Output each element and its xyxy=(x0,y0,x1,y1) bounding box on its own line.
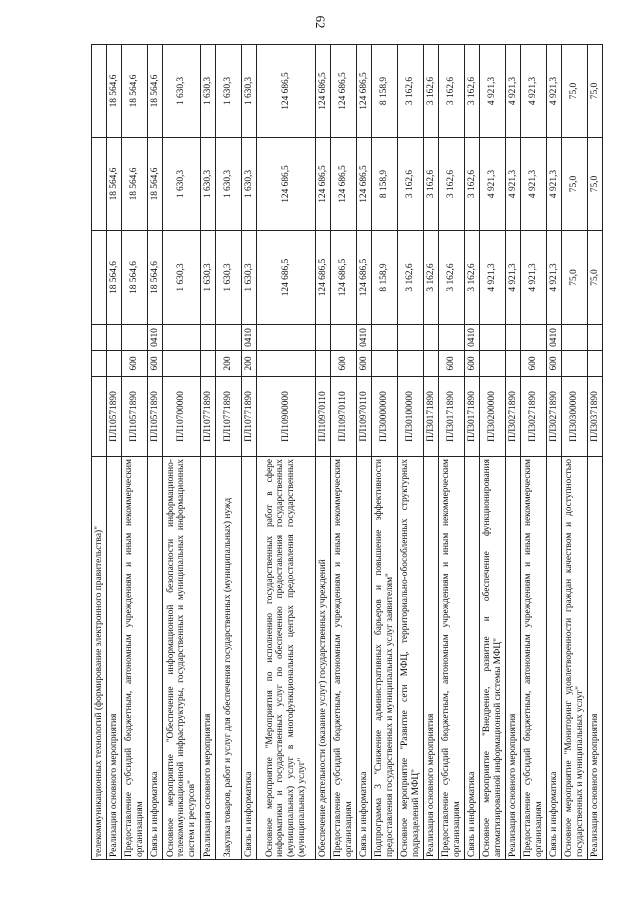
cell-vr xyxy=(424,351,439,377)
cell-code: ПЛ30271890 xyxy=(547,377,562,457)
cell-v3: 75,0 xyxy=(562,45,588,138)
cell-rz xyxy=(480,325,506,351)
table-row xyxy=(201,45,216,860)
cell-v1: 4 921,3 xyxy=(521,231,547,325)
table-row xyxy=(465,45,480,860)
cell-v3: 4 921,3 xyxy=(521,45,547,138)
cell-code: ПЛ30271890 xyxy=(506,377,521,457)
cell-v2: 124 686,5 xyxy=(357,138,372,231)
cell-vr xyxy=(372,351,398,377)
cell-vr: 600 xyxy=(547,351,562,377)
cell-v2: 8 158,9 xyxy=(372,138,398,231)
rotated-table-area xyxy=(91,45,600,860)
table-row xyxy=(122,45,148,860)
cell-vr xyxy=(201,351,216,377)
cell-v2: 124 686,5 xyxy=(257,138,316,231)
cell-v3: 3 162,6 xyxy=(439,45,465,138)
cell-v1: 3 162,6 xyxy=(439,231,465,325)
cell-name: Реализация основного мероприятия xyxy=(506,457,521,860)
cell-v2: 75,0 xyxy=(588,138,603,231)
cell-vr: 600 xyxy=(465,351,480,377)
page-number: 62 xyxy=(313,15,328,29)
cell-rz xyxy=(107,325,122,351)
table-row xyxy=(506,45,521,860)
cell-rz: 0410 xyxy=(148,325,163,351)
cell-v3: 18 564,6 xyxy=(148,45,163,138)
cell-v3: 18 564,6 xyxy=(107,45,122,138)
table-wrapper xyxy=(91,45,600,860)
cell-rz xyxy=(424,325,439,351)
cell-name: Реализация основного мероприятия xyxy=(107,457,122,860)
cell-vr: 600 xyxy=(122,351,148,377)
cell-rz xyxy=(201,325,216,351)
cell-code: ПЛ30171890 xyxy=(465,377,480,457)
cell-v1: 1 630,3 xyxy=(163,231,201,325)
table-row xyxy=(216,45,242,860)
table-row xyxy=(257,45,316,860)
table-row xyxy=(547,45,562,860)
cell-vr: 600 xyxy=(521,351,547,377)
cell-rz xyxy=(163,325,201,351)
cell-v2: 18 564,6 xyxy=(148,138,163,231)
table-row xyxy=(562,45,588,860)
cell-rz xyxy=(398,325,424,351)
cell-rz: 0410 xyxy=(357,325,372,351)
cell-v1: 124 686,5 xyxy=(316,231,331,325)
cell-code: ПЛ10970110 xyxy=(316,377,331,457)
cell-v2: 124 686,5 xyxy=(316,138,331,231)
table-row xyxy=(439,45,465,860)
cell-rz: 0410 xyxy=(242,325,257,351)
cell-v2: 3 162,6 xyxy=(465,138,480,231)
cell-v3: 124 686,5 xyxy=(357,45,372,138)
cell-name: Реализация основного мероприятия xyxy=(424,457,439,860)
budget-table xyxy=(91,44,603,860)
cell-vr xyxy=(92,351,107,377)
cell-code: ПЛ10571890 xyxy=(107,377,122,457)
cell-name: Подпрограмма 3 "Снижение административных барьеров и повышение эффективности предоставления государственных и муниципальных услуг заявителям" xyxy=(372,457,398,860)
cell-v1: 75,0 xyxy=(588,231,603,325)
cell-rz xyxy=(316,325,331,351)
cell-v3: 1 630,3 xyxy=(216,45,242,138)
cell-v2: 1 630,3 xyxy=(216,138,242,231)
cell-name: Обеспечение деятельности (оказание услуг) государственных учреждений xyxy=(316,457,331,860)
cell-v1: 4 921,3 xyxy=(506,231,521,325)
cell-name: Основное мероприятие "Развитие сети МФЦ, территориально-обособленных структурных подразделений МФЦ" xyxy=(398,457,424,860)
cell-name: Реализация основного мероприятия xyxy=(201,457,216,860)
table-row xyxy=(163,45,201,860)
cell-v3: 124 686,5 xyxy=(257,45,316,138)
cell-v3: 3 162,6 xyxy=(424,45,439,138)
cell-v1: 4 921,3 xyxy=(547,231,562,325)
cell-v1: 8 158,9 xyxy=(372,231,398,325)
cell-vr: 600 xyxy=(148,351,163,377)
cell-v3: 75,0 xyxy=(588,45,603,138)
cell-v1: 3 162,6 xyxy=(398,231,424,325)
cell-name: Предоставление субсидий бюджетным, автономным учреждениям и иным некоммерческим организациям xyxy=(439,457,465,860)
cell-v2: 4 921,3 xyxy=(506,138,521,231)
cell-vr: 600 xyxy=(331,351,357,377)
cell-v1: 3 162,6 xyxy=(424,231,439,325)
cell-v2: 75,0 xyxy=(562,138,588,231)
cell-v2: 1 630,3 xyxy=(201,138,216,231)
table-row xyxy=(92,45,107,860)
cell-rz xyxy=(257,325,316,351)
cell-v1: 18 564,6 xyxy=(148,231,163,325)
table-row xyxy=(398,45,424,860)
cell-name: Предоставление субсидий бюджетным, автономным учреждениям и иным некоммерческим организациям xyxy=(521,457,547,860)
cell-vr xyxy=(398,351,424,377)
cell-rz xyxy=(92,325,107,351)
cell-code: ПЛ30200000 xyxy=(480,377,506,457)
cell-v1: 3 162,6 xyxy=(465,231,480,325)
cell-vr xyxy=(107,351,122,377)
table-row xyxy=(316,45,331,860)
cell-v1 xyxy=(92,231,107,325)
cell-rz xyxy=(562,325,588,351)
cell-v1: 1 630,3 xyxy=(216,231,242,325)
cell-v1: 75,0 xyxy=(562,231,588,325)
cell-v1: 18 564,6 xyxy=(122,231,148,325)
cell-name: Основное мероприятие "Внедрение, развитие и обеспечение функционирования автоматизированной информационной системы МФЦ" xyxy=(480,457,506,860)
cell-code: ПЛ30100000 xyxy=(398,377,424,457)
table-row xyxy=(331,45,357,860)
cell-v1: 4 921,3 xyxy=(480,231,506,325)
cell-code: ПЛ10700000 xyxy=(163,377,201,457)
cell-code: ПЛ30171890 xyxy=(424,377,439,457)
cell-code: ПЛ10970110 xyxy=(331,377,357,457)
cell-v2: 124 686,5 xyxy=(331,138,357,231)
cell-code: ПЛ10771890 xyxy=(216,377,242,457)
cell-v1: 124 686,5 xyxy=(357,231,372,325)
cell-code: ПЛ30000000 xyxy=(372,377,398,457)
cell-name: Связь и информатика xyxy=(148,457,163,860)
cell-rz xyxy=(588,325,603,351)
cell-code: ПЛ10571890 xyxy=(148,377,163,457)
cell-v1: 1 630,3 xyxy=(242,231,257,325)
table-row xyxy=(588,45,603,860)
cell-v3: 18 564,6 xyxy=(122,45,148,138)
cell-v2: 4 921,3 xyxy=(547,138,562,231)
cell-v2: 3 162,6 xyxy=(424,138,439,231)
cell-name: Предоставление субсидий бюджетным, автономным учреждениям и иным некоммерческим организациям xyxy=(331,457,357,860)
cell-name: телекоммуникационных технологий (формирование электронного правительства)" xyxy=(92,457,107,860)
cell-rz: 0410 xyxy=(465,325,480,351)
table-row xyxy=(242,45,257,860)
cell-vr xyxy=(316,351,331,377)
cell-name: Реализация основного мероприятия xyxy=(588,457,603,860)
cell-code: ПЛ10771890 xyxy=(242,377,257,457)
cell-v3: 4 921,3 xyxy=(480,45,506,138)
cell-code: ПЛ10970110 xyxy=(357,377,372,457)
cell-vr xyxy=(163,351,201,377)
cell-code: ПЛ30271890 xyxy=(521,377,547,457)
cell-v3: 124 686,5 xyxy=(331,45,357,138)
cell-vr: 600 xyxy=(439,351,465,377)
cell-v2: 1 630,3 xyxy=(242,138,257,231)
cell-rz xyxy=(216,325,242,351)
cell-v2: 4 921,3 xyxy=(480,138,506,231)
cell-name: Основное мероприятие "Обеспечение информационной безопасности информационно-телекоммуникационной инфраструктуры, государственных и муниципальных информационных систем и ресурсов" xyxy=(163,457,201,860)
cell-name: Основное мероприятие "Мероприятия по исполнению государственных работ в сфере информатики и государственных услуг по обеспечению предоставления государственных (муниципальных) услуг в многофункциональных центрах предоставления государственных (муниципальных) услуг" xyxy=(257,457,316,860)
cell-rz xyxy=(521,325,547,351)
table-body xyxy=(92,45,603,860)
cell-rz xyxy=(439,325,465,351)
cell-v3: 3 162,6 xyxy=(398,45,424,138)
table-row xyxy=(372,45,398,860)
cell-v1: 124 686,5 xyxy=(257,231,316,325)
cell-vr xyxy=(562,351,588,377)
cell-code: ПЛ30171890 xyxy=(439,377,465,457)
cell-code: ПЛ30371890 xyxy=(588,377,603,457)
cell-v3: 1 630,3 xyxy=(242,45,257,138)
table-row xyxy=(357,45,372,860)
table-row xyxy=(148,45,163,860)
cell-rz xyxy=(506,325,521,351)
cell-v3 xyxy=(92,45,107,138)
cell-code: ПЛ10771890 xyxy=(201,377,216,457)
cell-name: Связь и информатика xyxy=(547,457,562,860)
cell-v2: 1 630,3 xyxy=(163,138,201,231)
cell-vr: 200 xyxy=(242,351,257,377)
cell-code: ПЛ30300000 xyxy=(562,377,588,457)
cell-vr xyxy=(588,351,603,377)
cell-name: Связь и информатика xyxy=(357,457,372,860)
cell-v1: 1 630,3 xyxy=(201,231,216,325)
cell-name: Связь и информатика xyxy=(465,457,480,860)
cell-name: Предоставление субсидий бюджетным, автономным учреждениям и иным некоммерческим организациям xyxy=(122,457,148,860)
table-row xyxy=(424,45,439,860)
table-row xyxy=(521,45,547,860)
cell-v3: 124 686,5 xyxy=(316,45,331,138)
cell-rz xyxy=(372,325,398,351)
cell-v2: 3 162,6 xyxy=(439,138,465,231)
cell-vr: 200 xyxy=(216,351,242,377)
cell-v3: 3 162,6 xyxy=(465,45,480,138)
cell-v2: 18 564,6 xyxy=(107,138,122,231)
cell-v1: 124 686,5 xyxy=(331,231,357,325)
cell-v1: 18 564,6 xyxy=(107,231,122,325)
cell-v3: 1 630,3 xyxy=(163,45,201,138)
cell-vr xyxy=(257,351,316,377)
cell-v3: 4 921,3 xyxy=(506,45,521,138)
cell-rz xyxy=(122,325,148,351)
cell-v2: 18 564,6 xyxy=(122,138,148,231)
cell-name: Связь и информатика xyxy=(242,457,257,860)
cell-vr xyxy=(480,351,506,377)
cell-name: Закупка товаров, работ и услуг для обеспечения государственных (муниципальных) нужд xyxy=(216,457,242,860)
cell-v2 xyxy=(92,138,107,231)
cell-rz xyxy=(331,325,357,351)
cell-code: ПЛ10900000 xyxy=(257,377,316,457)
cell-vr: 600 xyxy=(357,351,372,377)
cell-v3: 8 158,9 xyxy=(372,45,398,138)
table-row xyxy=(480,45,506,860)
cell-v3: 4 921,3 xyxy=(547,45,562,138)
table-row xyxy=(107,45,122,860)
cell-code xyxy=(92,377,107,457)
cell-name: Основное мероприятие "Мониторинг удовлетворенности граждан качеством и доступностью государственных и муниципальных услуг" xyxy=(562,457,588,860)
cell-v2: 4 921,3 xyxy=(521,138,547,231)
cell-code: ПЛ10571890 xyxy=(122,377,148,457)
cell-rz: 0410 xyxy=(547,325,562,351)
cell-vr xyxy=(506,351,521,377)
cell-v3: 1 630,3 xyxy=(201,45,216,138)
cell-v2: 3 162,6 xyxy=(398,138,424,231)
